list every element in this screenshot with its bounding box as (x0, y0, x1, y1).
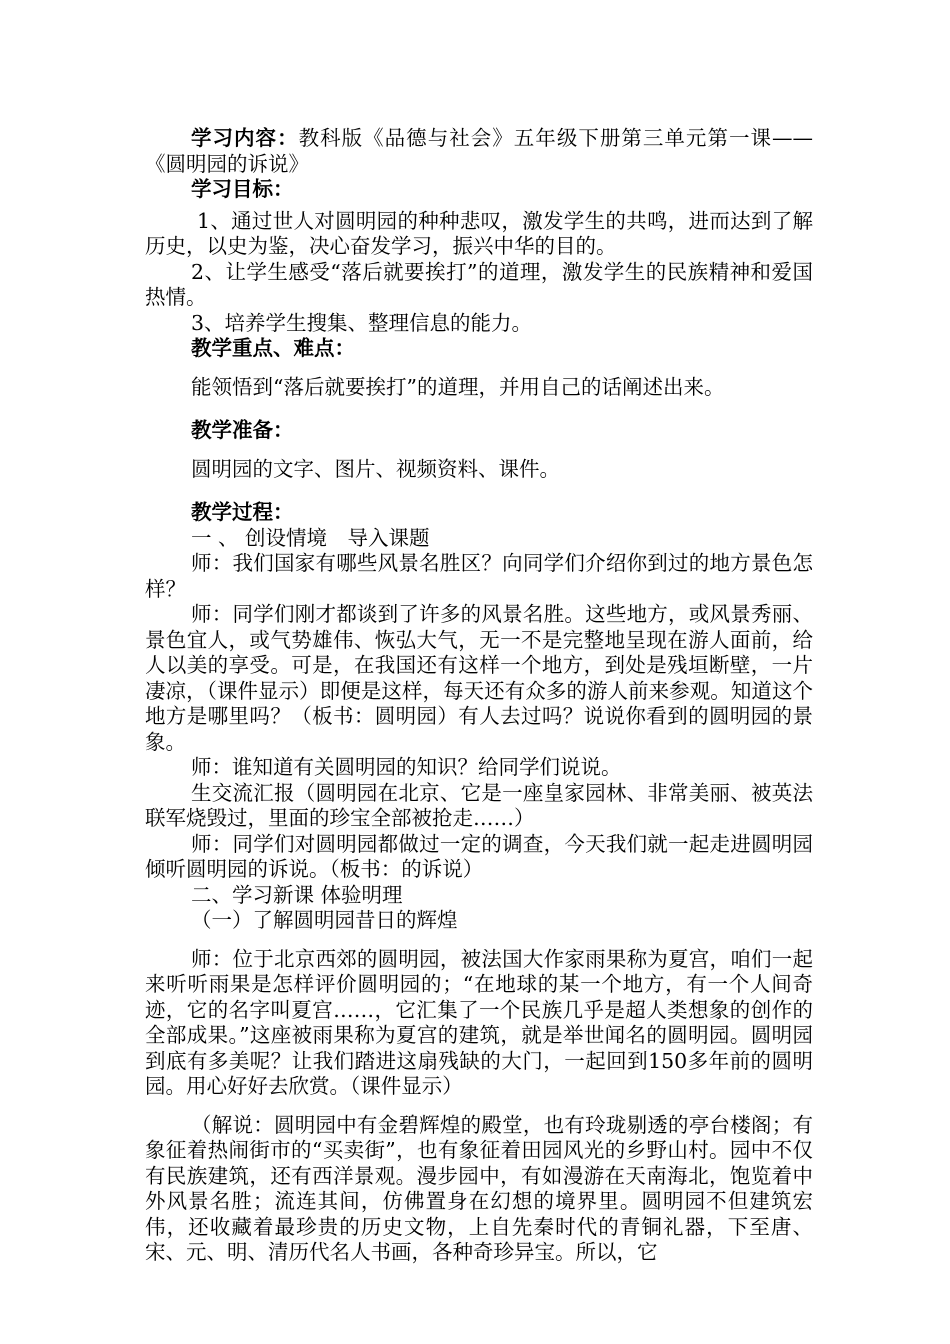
paragraph-1: 师：我们国家有哪些风景名胜区？向同学们介绍你到过的地方景色怎样？ (145, 551, 813, 601)
goals-heading: 学习目标： (191, 177, 294, 201)
goal-3: 3、培养学生搜集、整理信息的能力。 (191, 310, 533, 335)
subject-label: 学习内容： (191, 126, 299, 150)
key-points-heading: 教学重点、难点： (191, 336, 355, 360)
paragraph-7: （解说：圆明园中有金碧辉煌的殿堂，也有玲珑剔透的亭台楼阁；有象征着热闹街市的“买卖街”，也有象征着田园风光的乡野山村。园中不仅有民族建筑，还有西洋景观。漫步园中，有如漫游在天南海北，饱览着中外风景名胜；流连其间，仿佛置身在幻想的境界里。圆明园不但建筑宏伟，还收藏着最珍贵的历史文物，上自先秦时代的青铜礼器，下至唐、宋、元、明、清历代名人书画，各种奇珍异宝。所以，它 (145, 1112, 813, 1264)
document-body (145, 126, 813, 1266)
paragraph-4: 生交流汇报（圆明园在北京、它是一座皇家园林、非常美丽、被英法联军烧毁过，里面的珍宝全部被抢走……） (145, 780, 813, 830)
subject-text: 教科版《品德与社会》五年级下册第三单元第一课——《圆明园的诉说》 (145, 126, 813, 176)
section-1-heading: 一 、 创设情境 导入课题 (191, 525, 430, 550)
paragraph-5: 师：同学们对圆明园都做过一定的调查，今天我们就一起走进圆明园倾听圆明园的诉说。（板书：的诉说） (145, 831, 813, 881)
preparation-text: 圆明园的文字、图片、视频资料、课件。 (191, 456, 560, 481)
goal-2: 2、让学生感受“落后就要挨打”的道理，激发学生的民族精神和爱国热情。 (145, 259, 813, 309)
paragraph-6: 师：位于北京西郊的圆明园，被法国大作家雨果称为夏宫，咱们一起来听听雨果是怎样评价圆明园的；“在地球的某一个地方，有一个人间奇迹，它的名字叫夏宫……，它汇集了一个民族几乎是超人类想象的创作的全部成果。”这座被雨果称为夏宫的建筑，就是举世闻名的圆明园。圆明园到底有多美呢？让我们踏进这扇残缺的大门，一起回到150多年前的圆明园。用心好好去欣赏。（课件显示） (145, 946, 813, 1098)
key-points-text: 能领悟到“落后就要挨打”的道理，并用自己的话阐述出来。 (191, 374, 725, 399)
paragraph-2: 师：同学们刚才都谈到了许多的风景名胜。这些地方，或风景秀丽、景色宜人，或气势雄伟、恢弘大气，无一不是完整地呈现在游人面前，给人以美的享受。可是，在我国还有这样一个地方，到处是残垣断壁，一片凄凉，（课件显示）即便是这样，每天还有众多的游人前来参观。知道这个地方是哪里吗？（板书：圆明园）有人去过吗？说说你看到的圆明园的景象。 (145, 602, 813, 754)
process-heading: 教学过程： (191, 500, 294, 524)
paragraph-3: 师：谁知道有关圆明园的知识？给同学们说说。 (191, 755, 622, 779)
goal-1: 1、通过世人对圆明园的种种悲叹，激发学生的共鸣，进而达到了解历史，以史为鉴，决心奋发学习，振兴中华的目的。 (145, 208, 813, 258)
subsection-1-heading: （一）了解圆明园昔日的辉煌 (191, 908, 458, 932)
subject-paragraph (145, 126, 813, 177)
section-2-heading: 二、学习新课 体验明理 (191, 882, 403, 907)
preparation-heading: 教学准备： (191, 418, 294, 442)
